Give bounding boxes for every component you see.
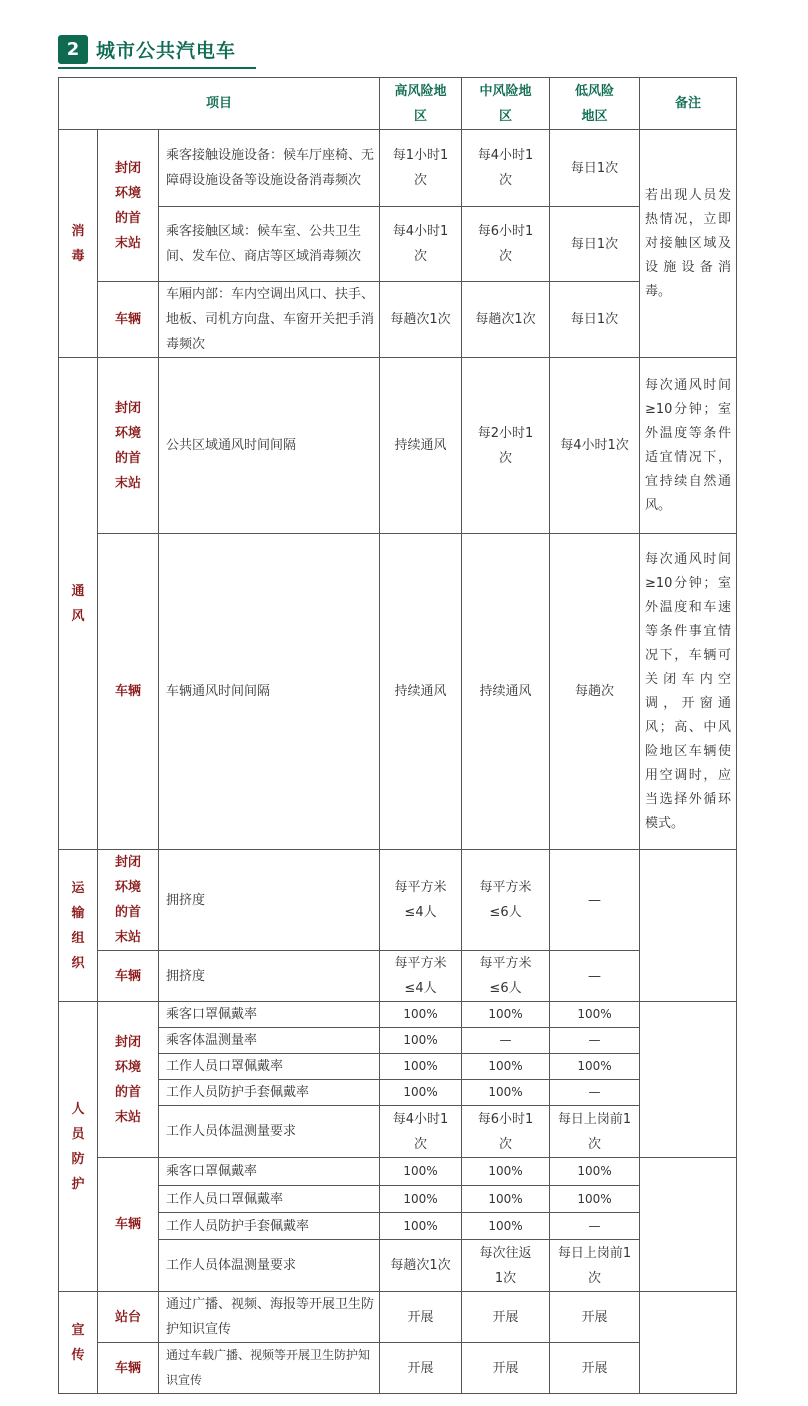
table-row: [59, 207, 737, 282]
low-risk-cell: 开展: [550, 1292, 640, 1343]
low-risk-cell: —: [550, 1080, 640, 1106]
note-cell: 每次通风时间≥10分钟；室外温度等条件适宜情况下，宜持续自然通风。: [640, 358, 737, 534]
item-cell: 工作人员体温测量要求: [159, 1106, 380, 1158]
low-risk-cell: 每日1次: [550, 282, 640, 358]
header-low-risk: 低风险地区: [550, 78, 640, 130]
item-cell: 拥挤度: [159, 850, 380, 951]
subcategory-terminal: 封闭环境的首末站: [98, 358, 159, 534]
subcategory-terminal: 封闭环境的首末站: [98, 850, 159, 951]
medium-risk-cell: 每6小时1次: [462, 207, 550, 282]
category-disinfection: 消毒: [59, 130, 98, 358]
table-row: [59, 1002, 737, 1028]
low-risk-cell: —: [550, 850, 640, 951]
low-risk-cell: 每日1次: [550, 207, 640, 282]
high-risk-cell: 开展: [380, 1343, 462, 1394]
table-row: [59, 282, 737, 358]
medium-risk-cell: 开展: [462, 1343, 550, 1394]
low-risk-cell: —: [550, 951, 640, 1002]
medium-risk-cell: 100%: [462, 1213, 550, 1240]
medium-risk-cell: 每次往返1次: [462, 1240, 550, 1292]
subcategory-vehicle: 车辆: [98, 1343, 159, 1394]
medium-risk-cell: 每4小时1次: [462, 130, 550, 207]
high-risk-cell: 每平方米≤4人: [380, 850, 462, 951]
subcategory-vehicle: 车辆: [98, 534, 159, 850]
table-row: [59, 358, 737, 534]
item-cell: 工作人员口罩佩戴率: [159, 1054, 380, 1080]
high-risk-cell: 100%: [380, 1080, 462, 1106]
medium-risk-cell: 持续通风: [462, 534, 550, 850]
high-risk-cell: 100%: [380, 1054, 462, 1080]
section-number: 2: [58, 35, 88, 64]
item-cell: 车辆通风时间间隔: [159, 534, 380, 850]
medium-risk-cell: 100%: [462, 1158, 550, 1186]
section-header: [58, 34, 258, 70]
subcategory-vehicle: 车辆: [98, 1158, 159, 1292]
header-high-risk: 高风险地区: [380, 78, 462, 130]
high-risk-cell: 每趟次1次: [380, 1240, 462, 1292]
subcategory-terminal: 封闭环境的首末站: [98, 130, 159, 282]
medium-risk-cell: 每平方米≤6人: [462, 850, 550, 951]
header-note: 备注: [640, 78, 737, 130]
medium-risk-cell: 100%: [462, 1054, 550, 1080]
item-cell: 工作人员口罩佩戴率: [159, 1186, 380, 1213]
medium-risk-cell: 每平方米≤6人: [462, 951, 550, 1002]
high-risk-cell: 持续通风: [380, 358, 462, 534]
high-risk-cell: 每1小时1次: [380, 130, 462, 207]
low-risk-cell: 100%: [550, 1002, 640, 1028]
medium-risk-cell: —: [462, 1028, 550, 1054]
low-risk-cell: 开展: [550, 1343, 640, 1394]
note-cell: [640, 1292, 737, 1394]
medium-risk-cell: 100%: [462, 1080, 550, 1106]
table-row: [59, 1054, 737, 1080]
low-risk-cell: 每日上岗前1次: [550, 1240, 640, 1292]
note-cell: 若出现人员发热情况，立即对接触区域及设施设备消毒。: [640, 130, 737, 358]
item-cell: 通过广播、视频、海报等开展卫生防护知识宣传: [159, 1292, 380, 1343]
item-cell: 车厢内部：车内空调出风口、扶手、地板、司机方向盘、车窗开关把手消毒频次: [159, 282, 380, 358]
high-risk-cell: 100%: [380, 1002, 462, 1028]
category-transport: 运输组织: [59, 850, 98, 1002]
header-medium-risk: 中风险地区: [462, 78, 550, 130]
high-risk-cell: 100%: [380, 1158, 462, 1186]
note-cell: [640, 1158, 737, 1292]
item-cell: 乘客口罩佩戴率: [159, 1002, 380, 1028]
section-title: 城市公共汽电车: [96, 40, 237, 62]
table-row: [59, 1343, 737, 1394]
note-cell: [640, 1002, 737, 1158]
subcategory-terminal: 封闭环境的首末站: [98, 1002, 159, 1158]
table-row: [59, 1158, 737, 1186]
low-risk-cell: 每4小时1次: [550, 358, 640, 534]
medium-risk-cell: 开展: [462, 1292, 550, 1343]
table-row: [59, 1080, 737, 1106]
table-row: [59, 1292, 737, 1343]
low-risk-cell: 每趟次: [550, 534, 640, 850]
low-risk-cell: 100%: [550, 1186, 640, 1213]
item-cell: 公共区域通风时间间隔: [159, 358, 380, 534]
item-cell: 通过车载广播、视频等开展卫生防护知识宣传: [159, 1343, 380, 1394]
item-cell: 拥挤度: [159, 951, 380, 1002]
table-row: [59, 1028, 737, 1054]
high-risk-cell: 100%: [380, 1213, 462, 1240]
high-risk-cell: 每趟次1次: [380, 282, 462, 358]
low-risk-cell: 每日上岗前1次: [550, 1106, 640, 1158]
header-row: [59, 78, 737, 130]
high-risk-cell: 每4小时1次: [380, 1106, 462, 1158]
high-risk-cell: 每4小时1次: [380, 207, 462, 282]
table-row: [59, 1240, 737, 1292]
low-risk-cell: —: [550, 1028, 640, 1054]
category-protection: 人员防护: [59, 1002, 98, 1292]
category-publicity: 宣传: [59, 1292, 98, 1394]
table-row: [59, 1213, 737, 1240]
note-cell: [640, 850, 737, 1002]
item-cell: 乘客接触设施设备：候车厅座椅、无障碍设施设备等设施设备消毒频次: [159, 130, 380, 207]
measures-table: [58, 77, 737, 1394]
item-cell: 乘客口罩佩戴率: [159, 1158, 380, 1186]
item-cell: 乘客体温测量率: [159, 1028, 380, 1054]
medium-risk-cell: 100%: [462, 1186, 550, 1213]
item-cell: 工作人员防护手套佩戴率: [159, 1213, 380, 1240]
high-risk-cell: 100%: [380, 1186, 462, 1213]
category-ventilation: 通风: [59, 358, 98, 850]
high-risk-cell: 持续通风: [380, 534, 462, 850]
medium-risk-cell: 每2小时1次: [462, 358, 550, 534]
low-risk-cell: 100%: [550, 1158, 640, 1186]
table-row: [59, 130, 737, 207]
subcategory-station: 站台: [98, 1292, 159, 1343]
table-row: [59, 951, 737, 1002]
header-item: 项目: [59, 78, 380, 130]
table-row: [59, 534, 737, 850]
high-risk-cell: 开展: [380, 1292, 462, 1343]
medium-risk-cell: 100%: [462, 1002, 550, 1028]
table-row: [59, 1106, 737, 1158]
note-cell: 每次通风时间≥10分钟；室外温度和车速等条件事宜情况下，车辆可关闭车内空调，开窗通风；高、中风险地区车辆使用空调时，应当选择外循环模式。: [640, 534, 737, 850]
subcategory-vehicle: 车辆: [98, 951, 159, 1002]
high-risk-cell: 每平方米≤4人: [380, 951, 462, 1002]
medium-risk-cell: 每6小时1次: [462, 1106, 550, 1158]
low-risk-cell: —: [550, 1213, 640, 1240]
high-risk-cell: 100%: [380, 1028, 462, 1054]
table-row: [59, 1186, 737, 1213]
low-risk-cell: 100%: [550, 1054, 640, 1080]
item-cell: 工作人员防护手套佩戴率: [159, 1080, 380, 1106]
item-cell: 工作人员体温测量要求: [159, 1240, 380, 1292]
item-cell: 乘客接触区域：候车室、公共卫生间、发车位、商店等区域消毒频次: [159, 207, 380, 282]
subcategory-vehicle: 车辆: [98, 282, 159, 358]
medium-risk-cell: 每趟次1次: [462, 282, 550, 358]
table-row: [59, 850, 737, 951]
title-underline: [58, 67, 256, 69]
low-risk-cell: 每日1次: [550, 130, 640, 207]
